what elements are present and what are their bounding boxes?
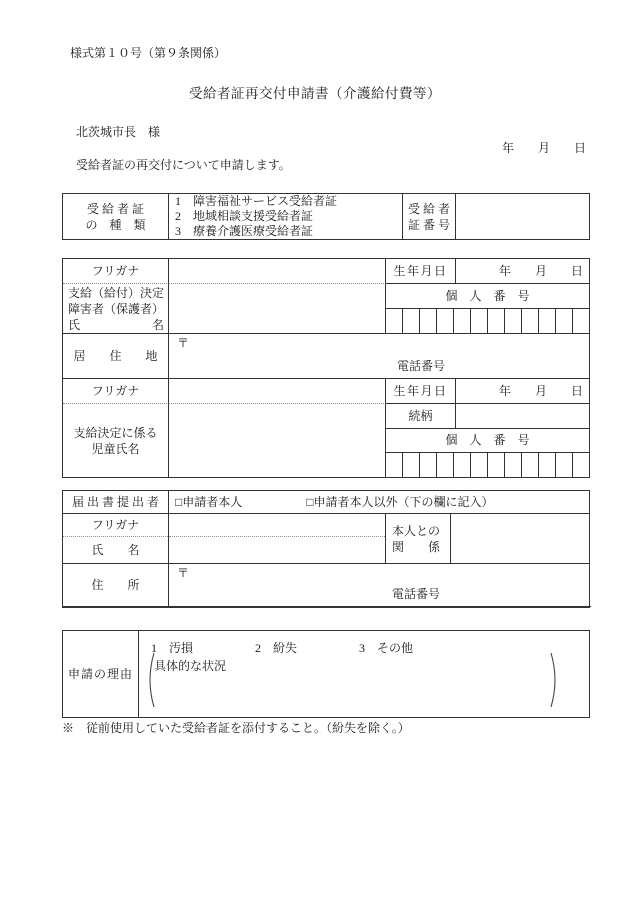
applicant-name-label: 支給（給付）決定 障害者（保護者） 氏 名 xyxy=(63,284,169,334)
reason-option-lost: 2 紛失 xyxy=(255,641,298,655)
submitter-name-label-col xyxy=(63,514,169,564)
applicant-address-label: 居 住 地 xyxy=(63,334,169,379)
applicant-furigana-field xyxy=(169,259,386,284)
checkbox-applicant-other: □申請者本人以外（下の欄に記入） xyxy=(306,494,494,509)
option-chiiki-soudan: 2 地域相談支援受給者証 xyxy=(175,209,314,223)
submitter-address-field xyxy=(169,564,589,606)
child-birthdate-field: 年 月 日 xyxy=(456,379,589,404)
form-number: 様式第１０号（第９条関係） xyxy=(70,46,227,60)
applicant-phone-label: 電話番号 xyxy=(397,359,446,373)
submitter-name-field-col xyxy=(169,514,386,564)
situation-label: 具体的な状況 xyxy=(154,659,227,673)
submitter-name-field xyxy=(169,537,385,564)
applicant-birthdate-field: 年 月 日 xyxy=(456,259,589,284)
option-ryouyou-kaigo: 3 療養介護医療受給者証 xyxy=(175,224,314,238)
submitter-table xyxy=(62,490,590,608)
submitter-section-label: 届 出 書 提 出 者 xyxy=(63,491,169,514)
submitter-checkboxes xyxy=(169,491,589,514)
applicant-personal-number-block xyxy=(386,284,589,334)
close-paren-icon xyxy=(549,651,561,709)
option-shougai-fukushi: 1 障害福祉サービス受給者証 xyxy=(175,194,338,208)
certificate-number-label: 受 給 者 証 番 号 xyxy=(403,194,456,239)
reason-label: 申請の理由 xyxy=(63,631,139,717)
child-name-label: 支給決定に係る 児童氏名 xyxy=(63,404,169,477)
footnote: ※ 従前使用していた受給者証を添付すること。（紛失を除く。） xyxy=(62,721,410,735)
child-relation-label: 続柄 xyxy=(386,404,456,428)
certificate-number-field xyxy=(456,194,589,239)
applicant-name-field xyxy=(169,284,386,334)
reason-table xyxy=(62,630,590,718)
applicant-personal-number-label: 個 人 番 号 xyxy=(386,284,589,309)
checkbox-applicant-self: □申請者本人 xyxy=(175,494,243,509)
postal-mark: 〒 xyxy=(177,566,190,580)
child-personal-number-boxes xyxy=(386,453,589,477)
postal-mark: 〒 xyxy=(177,336,190,350)
applicant-furigana-label: フリガナ xyxy=(63,259,169,284)
submitter-address-label: 住 所 xyxy=(63,564,169,606)
submitter-furigana-label: フリガナ xyxy=(63,514,168,537)
date-line: 年 月 日 xyxy=(501,141,586,155)
certificate-type-options xyxy=(169,194,403,239)
certificate-type-table xyxy=(62,193,590,240)
applicant-birthdate-label: 生年月日 xyxy=(386,259,456,284)
child-right-block xyxy=(386,404,589,477)
page-title: 受給者証再交付申請書（介護給付費等） xyxy=(189,86,441,101)
reason-option-damaged: 1 汚損 xyxy=(151,641,194,655)
child-personal-number-label: 個 人 番 号 xyxy=(386,429,589,453)
reason-content xyxy=(139,631,589,717)
submitter-furigana-field xyxy=(169,514,385,537)
submitter-relation-label: 本人との 関 係 xyxy=(386,514,451,564)
submitter-name-label: 氏 名 xyxy=(91,543,140,557)
intro-sentence: 受給者証の再交付について申請します。 xyxy=(76,158,291,172)
child-furigana-label: フリガナ xyxy=(63,379,169,404)
submitter-phone-label: 電話番号 xyxy=(392,587,441,601)
applicant-table xyxy=(62,258,590,478)
applicant-address-field xyxy=(169,334,589,379)
open-paren-icon xyxy=(144,651,156,709)
child-birthdate-label: 生年月日 xyxy=(386,379,456,404)
child-name-field xyxy=(169,404,386,477)
addressee: 北茨城市長 様 xyxy=(76,125,161,139)
applicant-personal-number-boxes xyxy=(386,309,589,333)
child-furigana-field xyxy=(169,379,386,404)
child-relation-field xyxy=(456,404,589,428)
reason-option-other: 3 その他 xyxy=(359,641,414,655)
submitter-relation-field xyxy=(451,514,589,564)
certificate-type-label: 受 給 者 証 の 種 類 xyxy=(63,194,169,239)
